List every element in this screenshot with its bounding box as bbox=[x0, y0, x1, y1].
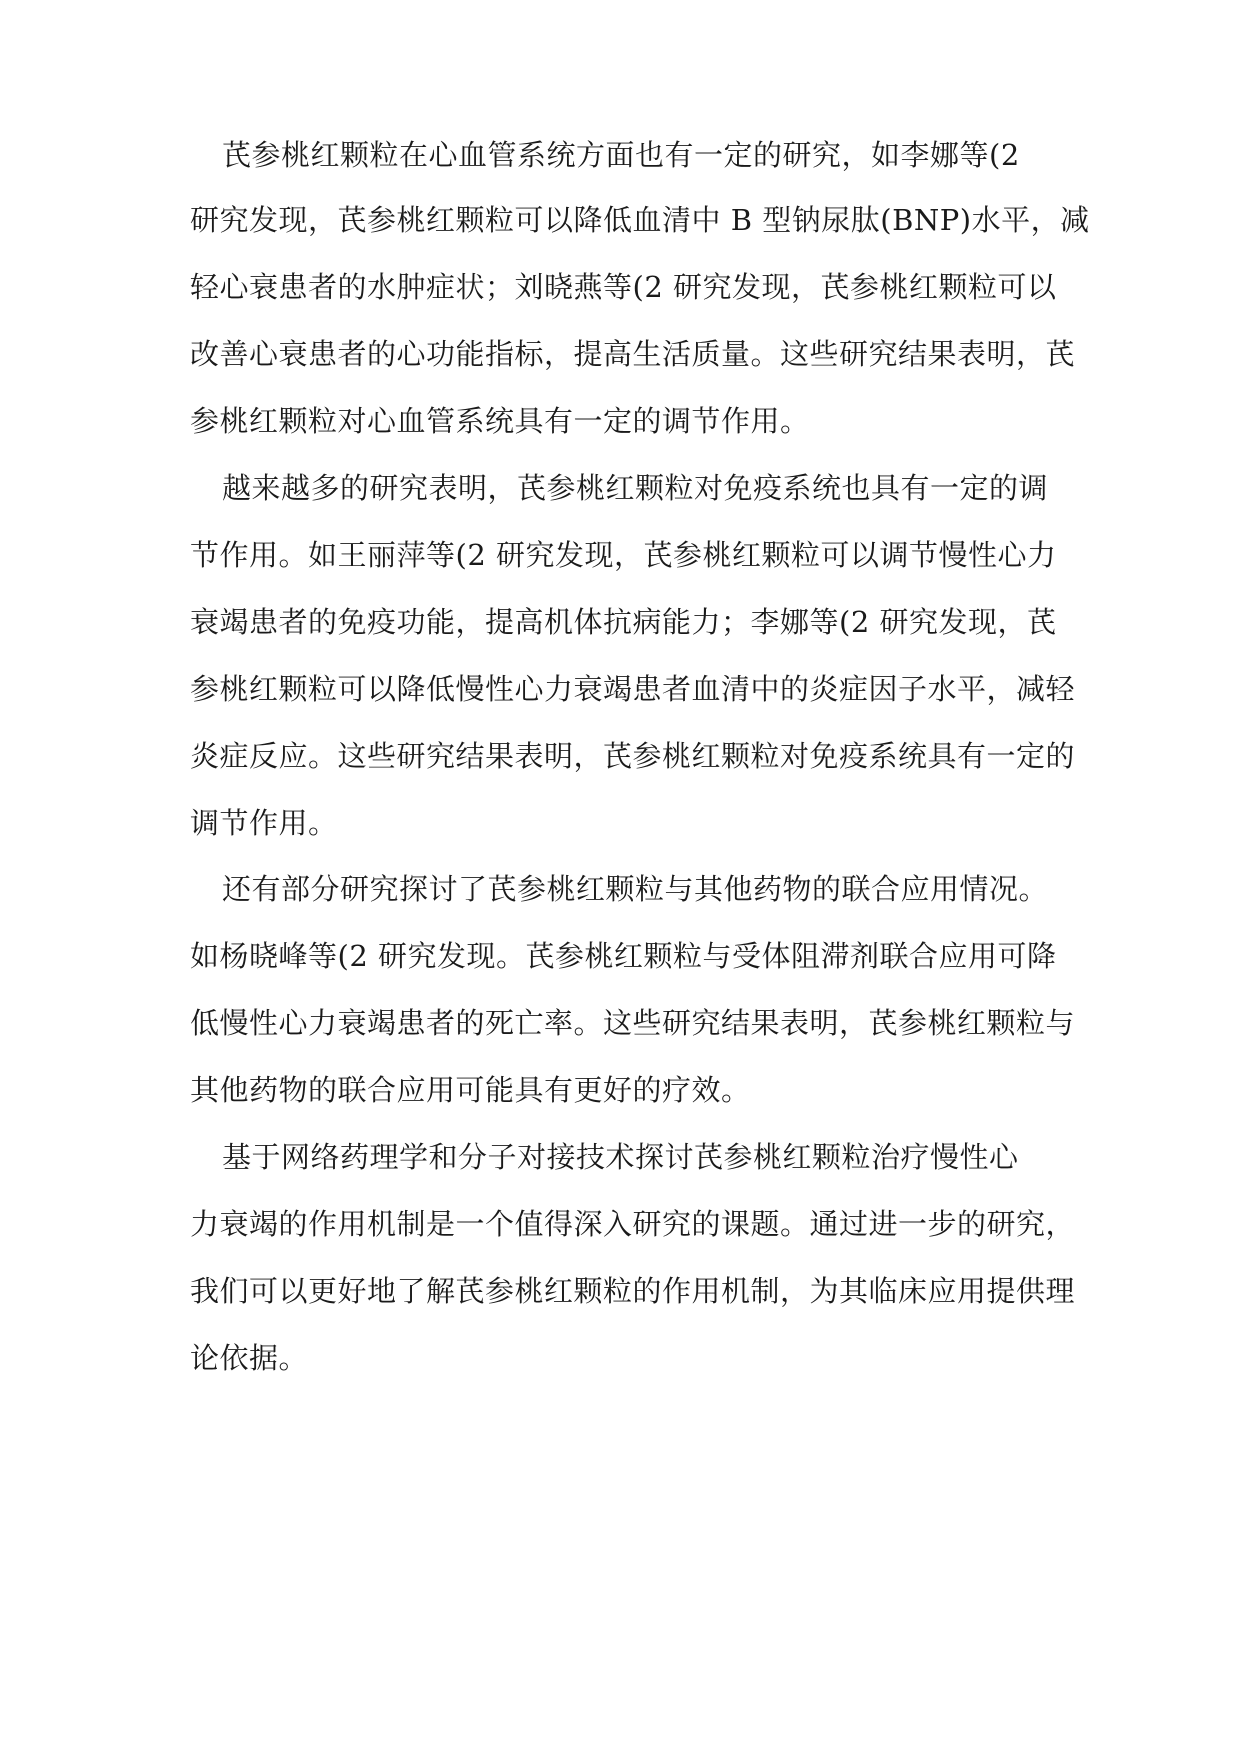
text-line: 力衰竭的作用机制是一个值得深入研究的课题。通过进一步的研究， bbox=[190, 1207, 1076, 1241]
text-line: 研究发现，芪参桃红颗粒可以降低血清中 B 型钠尿肽(BNP)水平，减 bbox=[190, 203, 1090, 237]
text-line: 低慢性心力衰竭患者的死亡率。这些研究结果表明，芪参桃红颗粒与 bbox=[190, 1006, 1076, 1040]
text-line: 参桃红颗粒可以降低慢性心力衰竭患者血清中的炎症因子水平，减轻 bbox=[190, 672, 1076, 706]
text-line: 我们可以更好地了解芪参桃红颗粒的作用机制，为其临床应用提供理 bbox=[190, 1274, 1076, 1308]
text-line: 如杨晓峰等(2 研究发现。芪参桃红颗粒与受体阻滞剂联合应用可降 bbox=[190, 939, 1057, 973]
text-line: 调节作用。 bbox=[190, 806, 338, 840]
text-line: 衰竭患者的免疫功能，提高机体抗病能力；李娜等(2 研究发现，芪 bbox=[190, 605, 1057, 639]
text-line: 改善心衰患者的心功能指标，提高生活质量。这些研究结果表明，芪 bbox=[190, 337, 1076, 371]
text-line: 节作用。如王丽萍等(2 研究发现，芪参桃红颗粒可以调节慢性心力 bbox=[190, 538, 1057, 572]
text-line: 芪参桃红颗粒在心血管系统方面也有一定的研究，如李娜等(2 bbox=[222, 138, 1020, 172]
text-line: 轻心衰患者的水肿症状；刘晓燕等(2 研究发现，芪参桃红颗粒可以 bbox=[190, 270, 1057, 304]
text-line: 越来越多的研究表明，芪参桃红颗粒对免疫系统也具有一定的调 bbox=[222, 471, 1049, 505]
text-line: 炎症反应。这些研究结果表明，芪参桃红颗粒对免疫系统具有一定的 bbox=[190, 739, 1076, 773]
text-line: 论依据。 bbox=[190, 1341, 309, 1375]
text-line: 其他药物的联合应用可能具有更好的疗效。 bbox=[190, 1073, 751, 1107]
text-line: 参桃红颗粒对心血管系统具有一定的调节作用。 bbox=[190, 404, 810, 438]
text-line: 还有部分研究探讨了芪参桃红颗粒与其他药物的联合应用情况。 bbox=[222, 872, 1049, 906]
text-line: 基于网络药理学和分子对接技术探讨芪参桃红颗粒治疗慢性心 bbox=[222, 1140, 1019, 1174]
